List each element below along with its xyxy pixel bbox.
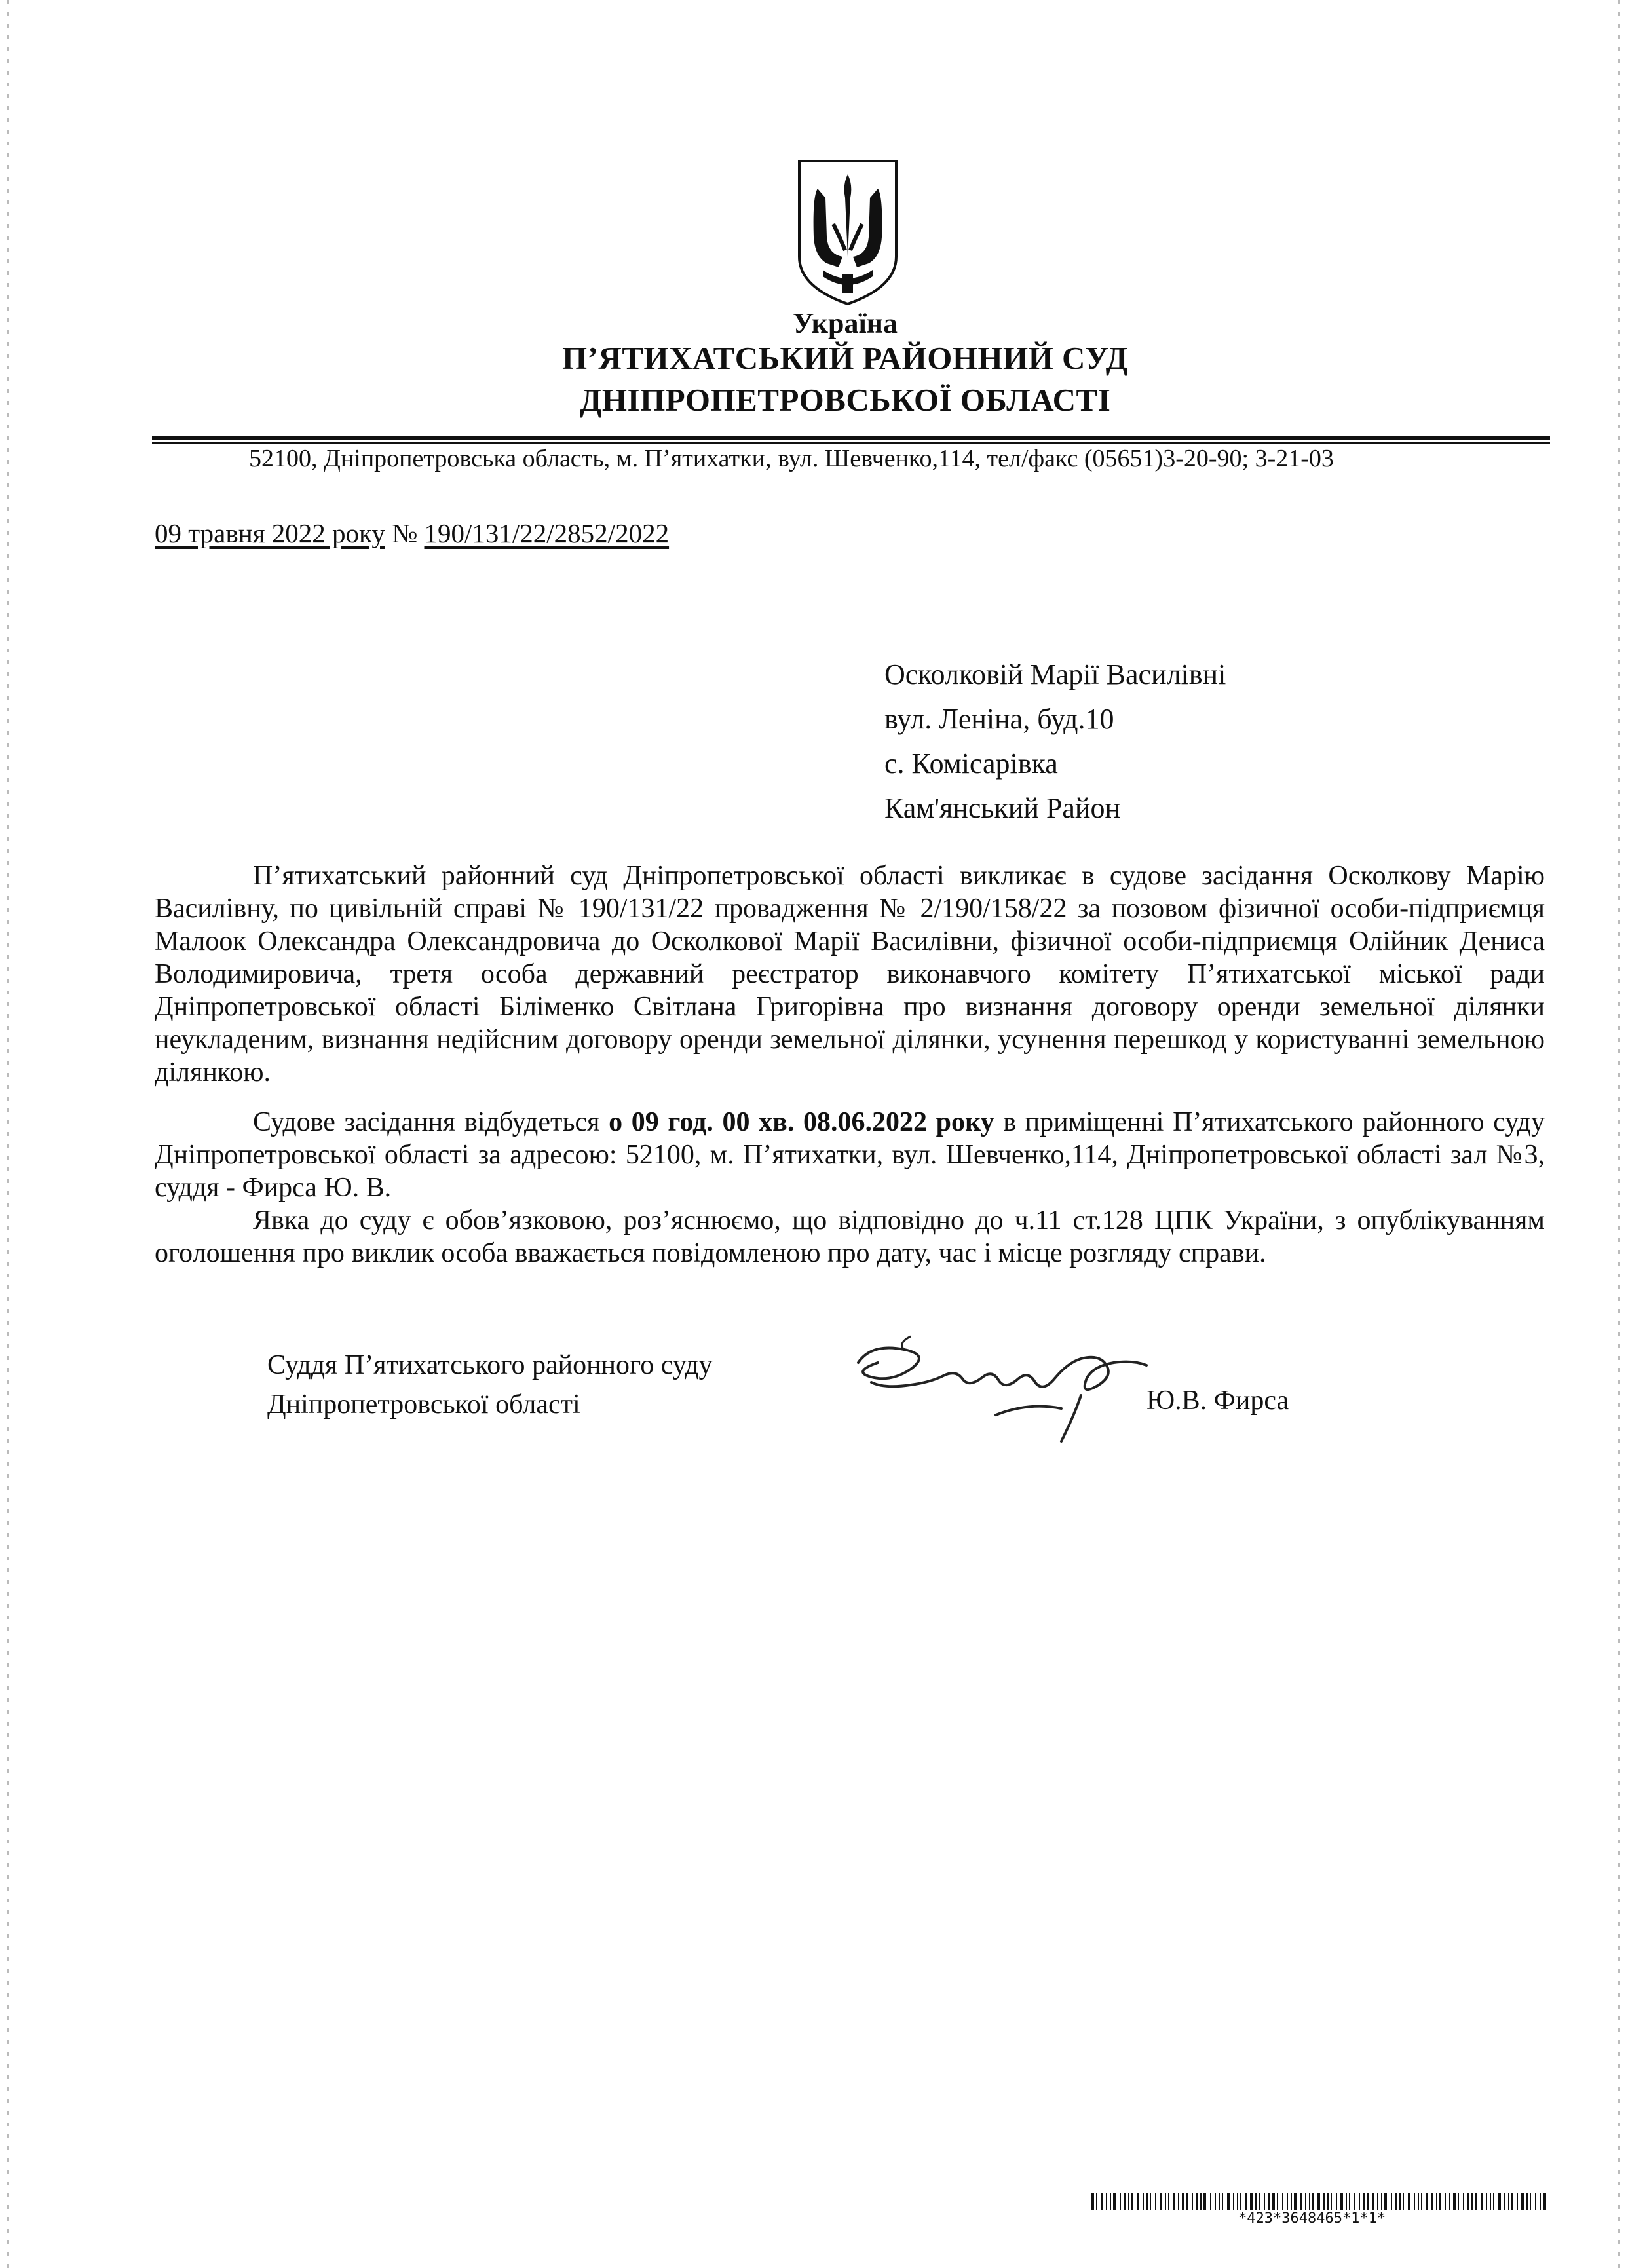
hearing-datetime: о 09 год. 00 хв. 08.06.2022 року [609, 1107, 994, 1137]
recipient-name: Осколковій Марії Василівні [884, 658, 1226, 690]
recipient-block [884, 652, 1226, 831]
ukraine-trident-icon [794, 159, 901, 307]
handwritten-signature [832, 1317, 1173, 1448]
country-title: Україна [792, 307, 898, 339]
recipient-district: Кам'янський Район [884, 792, 1121, 824]
barcode-text: *423*3648465*1*1* [1238, 2210, 1386, 2227]
attendance-paragraph: Явка до суду є обов’язковою, роз’яснюємо, що відповідно до ч.11 ст.128 ЦПК України, з опублікуванням оголошення про виклик особа вважається повідомленою про дату, час і місце розгляду справи. [155, 1205, 1545, 1268]
hearing-text-after: в приміщенні П’ятихатського районного суду Дніпропетровської області за адресою: 52100, м. П’ятихатки, вул. Шевченко,114, Дніпропетровської області зал №3, суддя - Фирса Ю. В. [155, 1107, 1545, 1203]
reference-line [155, 518, 669, 549]
header-divider [152, 436, 1550, 440]
reference-number-label: № [392, 518, 418, 548]
recipient-village: с. Комісарівка [884, 747, 1058, 780]
barcode [1091, 2193, 1550, 2210]
reference-number: 190/131/22/2852/2022 [424, 518, 670, 548]
header-divider-thin [152, 442, 1550, 444]
judge-title [267, 1346, 713, 1424]
judge-name: Ю.В. Фирса [1146, 1386, 1289, 1416]
judge-title-line1: Суддя П’ятихатського районного суду [267, 1350, 713, 1380]
court-address: 52100, Дніпропетровська область, м. П’ятихатки, вул. Шевченко,114, тел/факс (05651)3-20-90; 3-21-03 [249, 445, 1334, 472]
reference-date: 09 травня 2022 року [155, 518, 385, 548]
summons-paragraph: П’ятихатський районний суд Дніпропетровської області викликає в судове засідання Осколкову Марію Василівну, по цивільній справі № 190/131/22 провадження № 2/190/158/22 за позовом фізичної особи-підприємця Малоок Олександра Олександровича до Осколкової Марії Василівни, фізичної особи-підприємця Олійник Дениса Володимировича, третя особа державний реєстратор виконавчого комітету П’ятихатської міської ради Дніпропетровської області Біліменко Світлана Григорівна про визнання договору оренди земельної ділянки неукладеним, визнання недійсним договору оренди земельної ділянки, усунення перешкод у користуванні земельною ділянкою. [155, 861, 1545, 1087]
judge-title-line2: Дніпропетровської області [267, 1389, 580, 1420]
court-name-line1: П’ЯТИХАТСЬКИЙ РАЙОННИЙ СУД [562, 340, 1128, 376]
hearing-text-before: Судове засідання відбудеться [253, 1107, 609, 1137]
hearing-paragraph [155, 1106, 1545, 1204]
court-name-line2: ДНІПРОПЕТРОВСЬКОЇ ОБЛАСТІ [579, 382, 1111, 418]
recipient-street: вул. Леніна, буд.10 [884, 703, 1114, 735]
